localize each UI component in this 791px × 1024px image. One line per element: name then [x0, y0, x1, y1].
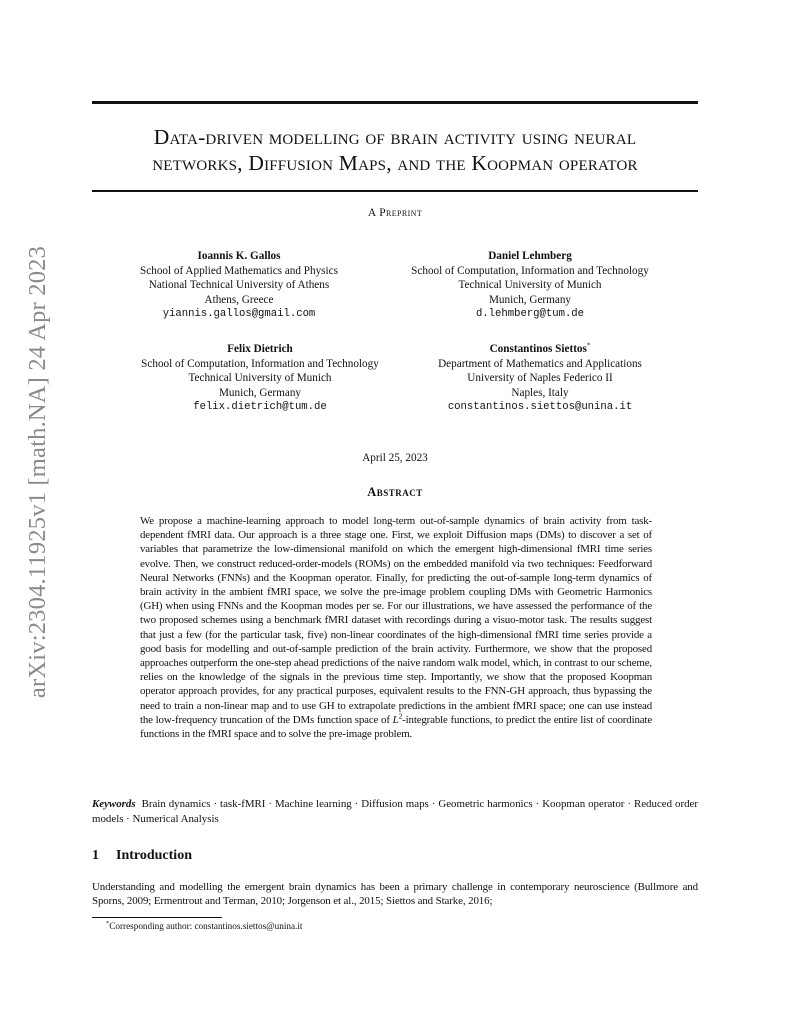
footnote [106, 921, 302, 931]
author-block-lehmberg [380, 249, 680, 322]
author-affiliation: National Technical University of Athens [148, 279, 330, 292]
author-affiliation: Technical University of Munich [188, 372, 332, 385]
author-location: Athens, Greece [204, 293, 274, 306]
author-name: Felix Dietrich [227, 343, 293, 355]
author-location: Munich, Germany [218, 386, 302, 399]
author-affiliation: School of Computation, Information and Technology [141, 357, 379, 370]
section-heading-introduction [92, 848, 192, 864]
math-exponent: 2 [398, 711, 403, 721]
abstract-body: We propose a machine-learning approach to model long-term out-of-sample dynamics of brain activity from task-dependent fMRI data. Our approach is a three stage one. First, we exploit Diffusion maps (DMs) to discover a set of variables that parametrize the low-dimensional manifold on which the emergent high-dimensional fMRI time series evolve. Then, we construct reduced-order-models (ROMs) on the embedded manifold via two techniques: Feedforward Neural Networks (FNNs) and the Koopman operator. Finally, for predicting the out-of-sample long-term dynamics of brain activity in the ambient fMRI space, we solve the pre-image problem coupling DMs with Geometric Harmonics (GH) when using FNNs and the Koopman modes per se. For our illustrations, we have assessed the performance of the two proposed schemes using a benchmark fMRI dataset with recordings during a visuo-motor task. The results suggest that just a few (for the particular task, five) non-linear coordinates of the high-dimensional fMRI time series provide a good basis for modelling and out-of-sample prediction of the brain activity. Furthermore, we show that the proposed approaches outperform the one-step ahead predictions of the naive random walk model, which, in contrast to our scheme, relies on the knowledge of the signals in the previous time step. Importantly, we show that the proposed Koopman operator approach provides, for any practical purposes, equivalent results to the FNN-GH approach, thus bypassing the need to train a non-linear map and to use GH to extrapolate predictions in the ambient fMRI space; one can use instead the low-frequency truncation of the DMs function space of $L^2$-integrable functions, to predict the entire list of coordinate functions in the fMRI space and to solve the pre-image problem. [140, 515, 652, 741]
author-affiliation: School of Applied Mathematics and Physics [140, 264, 338, 277]
footnote-text: Corresponding author: constantinos.siettos@unina.it [109, 921, 303, 931]
title-top-rule [92, 101, 698, 104]
preprint-label: A Preprint [367, 207, 423, 219]
author-email: yiannis.gallos@gmail.com [162, 308, 316, 321]
author-block-gallos [100, 249, 378, 322]
author-affiliation: Department of Mathematics and Applications [438, 357, 642, 370]
author-block-siettos [410, 342, 670, 415]
title-bottom-rule [92, 190, 698, 192]
section-title: Introduction [116, 848, 192, 863]
paper-title [92, 124, 698, 176]
author-name: Daniel Lehmberg [488, 250, 572, 262]
author-affiliation: Technical University of Munich [458, 279, 602, 292]
arxiv-identifier-stamp [24, 230, 52, 714]
footnote-mark: * [106, 919, 110, 927]
author-email: constantinos.siettos@unina.it [447, 401, 633, 414]
footnote-rule [92, 917, 222, 918]
author-email: d.lehmberg@tum.de [475, 308, 585, 321]
author-block-dietrich [110, 342, 410, 415]
keywords-paragraph [92, 797, 698, 826]
keywords-list: Brain dynamics · task-fMRI · Machine learning · Diffusion maps · Geometric harmonics · Koopman operator · Reduced order models · Numerical Analysis [92, 798, 698, 825]
math-L: L [392, 713, 399, 726]
keywords-label: Keywords [92, 798, 136, 810]
publication-date: April 25, 2023 [362, 452, 428, 464]
author-name: Constantinos Siettos* [489, 341, 591, 355]
title-line-2: networks, Diffusion Maps, and the Koopman operator [152, 151, 638, 175]
author-location: Naples, Italy [511, 386, 569, 399]
author-email: felix.dietrich@tum.de [193, 401, 327, 414]
title-line-1: Data-driven modelling of brain activity using neural [153, 125, 637, 149]
abstract-heading: Abstract [367, 485, 423, 499]
author-affiliation: School of Computation, Information and Technology [411, 264, 649, 277]
corresponding-author-mark: * [586, 341, 591, 350]
section-number: 1 [92, 848, 99, 863]
arxiv-identifier-text: arXiv:2304.11925v1 [math.NA] 24 Apr 2023 [24, 245, 51, 699]
author-location: Munich, Germany [488, 293, 572, 306]
author-affiliation: University of Naples Federico II [467, 372, 613, 385]
introduction-paragraph: Understanding and modelling the emergent brain dynamics has been a primary challenge in contemporary neuroscience (Bullmore and Sporns, 2009; Ermentrout and Terman, 2010; Jorgenson et al., 2015; Siettos and Starke, 2016; [92, 881, 698, 908]
author-name: Ioannis K. Gallos [197, 250, 281, 262]
